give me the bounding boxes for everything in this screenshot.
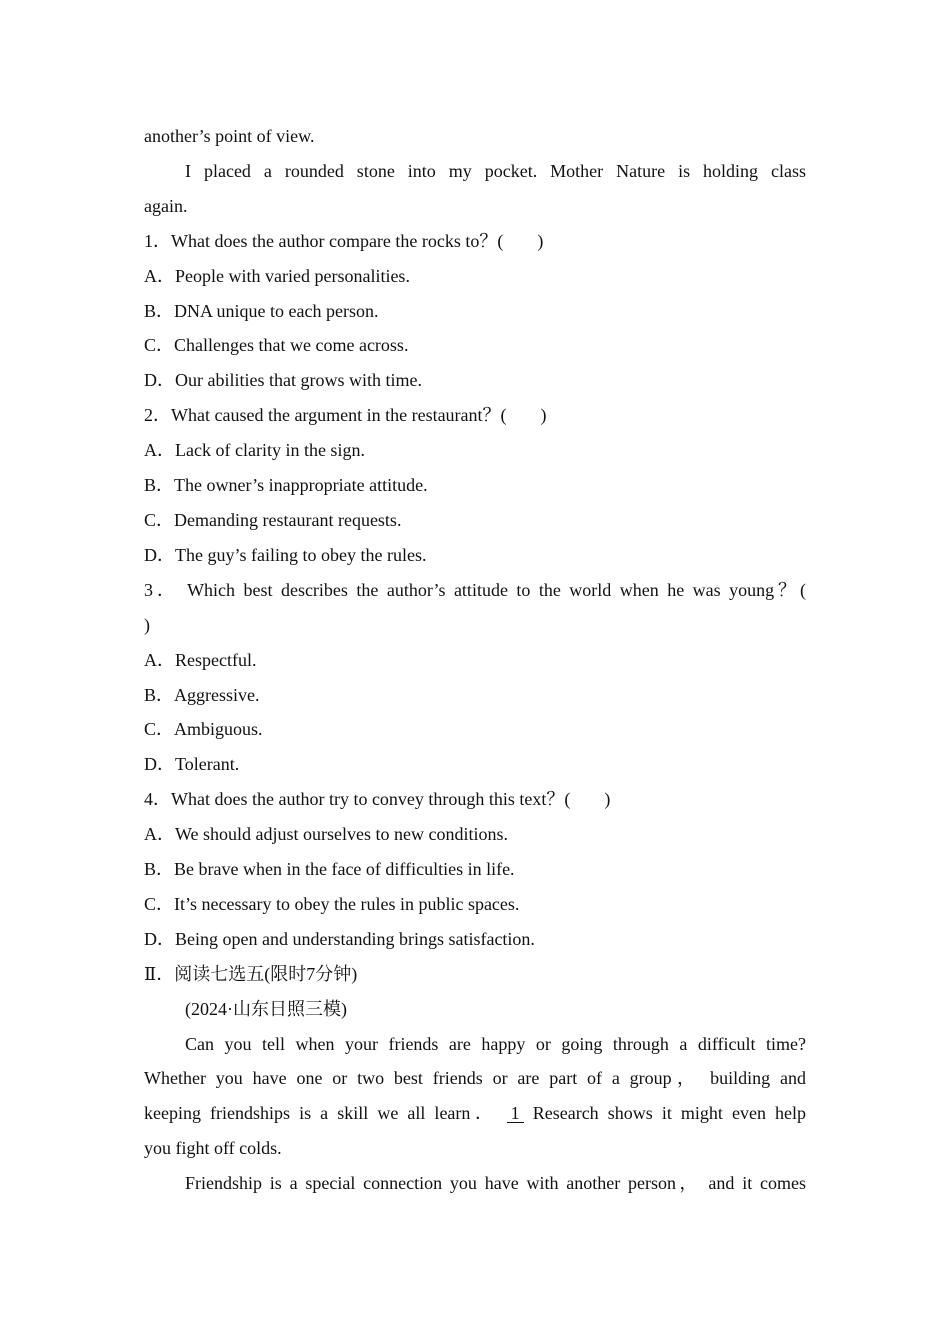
question-3-option-d: D．Tolerant. — [144, 754, 240, 775]
question-3-option-b: B．Aggressive. — [144, 684, 260, 705]
question-3-option-c: C．Ambiguous. — [144, 719, 263, 740]
document-page — [144, 119, 806, 1201]
question-4-stem: 4．What does the author try to convey through this text？( ) — [144, 789, 611, 810]
question-4-option-d: D．Being open and understanding brings satisfaction. — [144, 928, 535, 949]
passage-line: keeping friendships is a skill we all learn． 1 Research shows it might even help — [144, 1103, 807, 1124]
question-3-stem: 3． Which best describes the author’s attitude to the world when he was young？( — [144, 579, 806, 600]
section-2-heading: Ⅱ．阅读七选五(限时7分钟) — [144, 963, 358, 984]
passage-line: another’s point of view. — [144, 126, 315, 146]
section-2-source: (2024·山东日照三模) — [185, 998, 347, 1019]
question-4-option-b: B．Be brave when in the face of difficulties in life. — [144, 859, 515, 880]
question-1-stem: 1．What does the author compare the rocks to？( ) — [144, 230, 544, 251]
question-1-option-a: A．People with varied personalities. — [144, 265, 410, 286]
question-1-option-b: B．DNA unique to each person. — [144, 300, 379, 321]
question-2-stem: 2．What caused the argument in the restaurant？( ) — [144, 405, 547, 426]
question-4-option-a: A．We should adjust ourselves to new conditions. — [144, 824, 509, 845]
passage-line: Can you tell when your friends are happy or going through a difficult time? — [185, 1033, 806, 1054]
question-1-option-d: D．Our abilities that grows with time. — [144, 370, 422, 391]
question-4-option-c: C．It’s necessary to obey the rules in public spaces. — [144, 893, 520, 914]
question-3-paren-close: ) — [144, 614, 150, 635]
passage-line: you fight off colds. — [144, 1138, 282, 1159]
answer-blank-1[interactable]: 1 — [507, 1104, 524, 1123]
question-2-option-b: B．The owner’s inappropriate attitude. — [144, 475, 428, 496]
passage-line: Friendship is a special connection you have with another person， and it comes — [185, 1173, 806, 1194]
question-2-option-a: A．Lack of clarity in the sign. — [144, 440, 365, 461]
passage-line: I placed a rounded stone into my pocket. Mother Nature is holding class — [185, 160, 806, 181]
question-2-option-c: C．Demanding restaurant requests. — [144, 509, 402, 530]
passage-line: again. — [144, 195, 188, 216]
question-1-option-c: C．Challenges that we come across. — [144, 335, 409, 356]
question-2-option-d: D．The guy’s failing to obey the rules. — [144, 544, 427, 565]
question-3-option-a: A．Respectful. — [144, 649, 257, 670]
passage-line: Whether you have one or two best friends or are part of a group， building and — [144, 1068, 806, 1089]
